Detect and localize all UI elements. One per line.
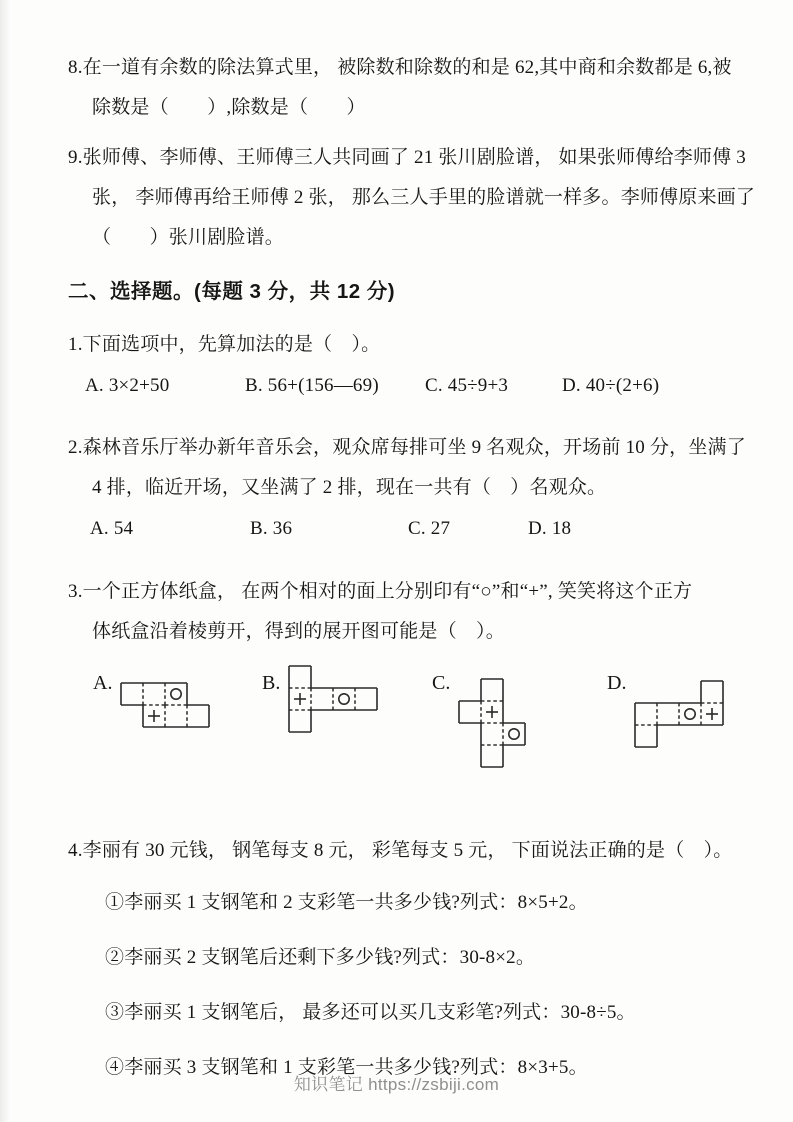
question-4 — [68, 831, 768, 871]
q4-item-4: ④李丽买 3 支钢笔和 1 支彩笔一共多少钱?列式：8×3+5。 — [105, 1057, 588, 1078]
question-1-options — [0, 375, 793, 405]
q4-item-3-wrap — [105, 993, 793, 1033]
q4-item-2: ②李丽买 2 支钢笔后还剩下多少钱?列式：30-8×2。 — [105, 947, 536, 968]
cube-net-c-diagram — [457, 677, 527, 769]
question-8-line-1: 8.在一道有余数的除法算式里， 被除数和除数的和是 62,其中商和余数都是 6,被 — [68, 57, 732, 78]
question-3-line-1: 3.一个正方体纸盒， 在两个相对的面上分别印有“○”和“+”, 笑笑将这个正方 — [68, 581, 693, 602]
cube-net-b-diagram — [287, 664, 379, 734]
q1-option-a: A. 3×2+50 — [85, 375, 170, 396]
q3-net-option-b — [262, 658, 379, 734]
cube-net-d-diagram — [633, 679, 725, 749]
net-c-label: C. — [432, 672, 451, 694]
watermark-footer: 知识笔记 https://zsbiji.com — [293, 1075, 500, 1094]
question-9 — [68, 138, 768, 258]
q1-option-b: B. 56+(156—69) — [245, 375, 379, 396]
question-8-line-2: 除数是（ ）,除数是（ ） — [92, 97, 366, 118]
q4-item-2-wrap — [105, 938, 793, 978]
question-9-line-3: （ ）张川剧脸谱。 — [92, 227, 285, 248]
question-2 — [68, 428, 768, 508]
question-2-line-1: 2.森林音乐厅举办新年音乐会，观众席每排可坐 9 名观众，开场前 10 分，坐满了 — [68, 437, 746, 458]
cube-net-a-diagram — [119, 681, 211, 729]
question-1-text: 1.下面选项中，先算加法的是（ ）。 — [68, 334, 381, 355]
q2-option-a: A. 54 — [90, 518, 134, 539]
question-2-options — [0, 518, 793, 548]
q1-option-d: D. 40÷(2+6) — [562, 375, 660, 396]
question-8 — [68, 48, 768, 128]
section-2-header — [68, 272, 768, 312]
q2-option-d: D. 18 — [528, 518, 572, 539]
question-9-line-2: 张， 李师傅再给王师傅 2 张， 那么三人手里的脸谱就一样多。李师傅原来画了 — [92, 187, 756, 208]
q4-item-3: ③李丽买 1 支钢笔后， 最多还可以买几支彩笔?列式：30-8÷5。 — [105, 1002, 636, 1023]
q2-option-c: C. 27 — [408, 518, 451, 539]
q1-option-c: C. 45÷9+3 — [425, 375, 509, 396]
question-9-line-1: 9.张师傅、李师傅、王师傅三人共同画了 21 张川剧脸谱， 如果张师傅给李师傅 3 — [68, 147, 746, 168]
q3-net-option-a — [93, 658, 211, 729]
q2-option-b: B. 36 — [250, 518, 293, 539]
question-2-line-2: 4 排，临近开场，又坐满了 2 排，现在一共有（ ）名观众。 — [92, 477, 607, 498]
q3-net-option-c — [432, 658, 527, 769]
q3-net-option-d — [607, 658, 725, 749]
section-2-title: 二、选择题。(每题 3 分，共 12 分) — [68, 280, 396, 303]
question-4-text: 4.李丽有 30 元钱， 钢笔每支 8 元， 彩笔每支 5 元， 下面说法正确的是（ ）。 — [68, 840, 733, 861]
question-1 — [68, 325, 768, 365]
q4-item-1: ①李丽买 1 支钢笔和 2 支彩笔一共多少钱?列式：8×5+2。 — [105, 892, 588, 913]
net-b-label: B. — [262, 672, 281, 694]
q3-net-options — [0, 658, 793, 798]
q4-item-1-wrap — [105, 883, 793, 923]
question-3 — [68, 572, 768, 652]
net-a-label: A. — [93, 672, 113, 694]
question-3-line-2: 体纸盒沿着棱剪开，得到的展开图可能是（ ）。 — [92, 621, 505, 642]
net-d-label: D. — [607, 672, 627, 694]
